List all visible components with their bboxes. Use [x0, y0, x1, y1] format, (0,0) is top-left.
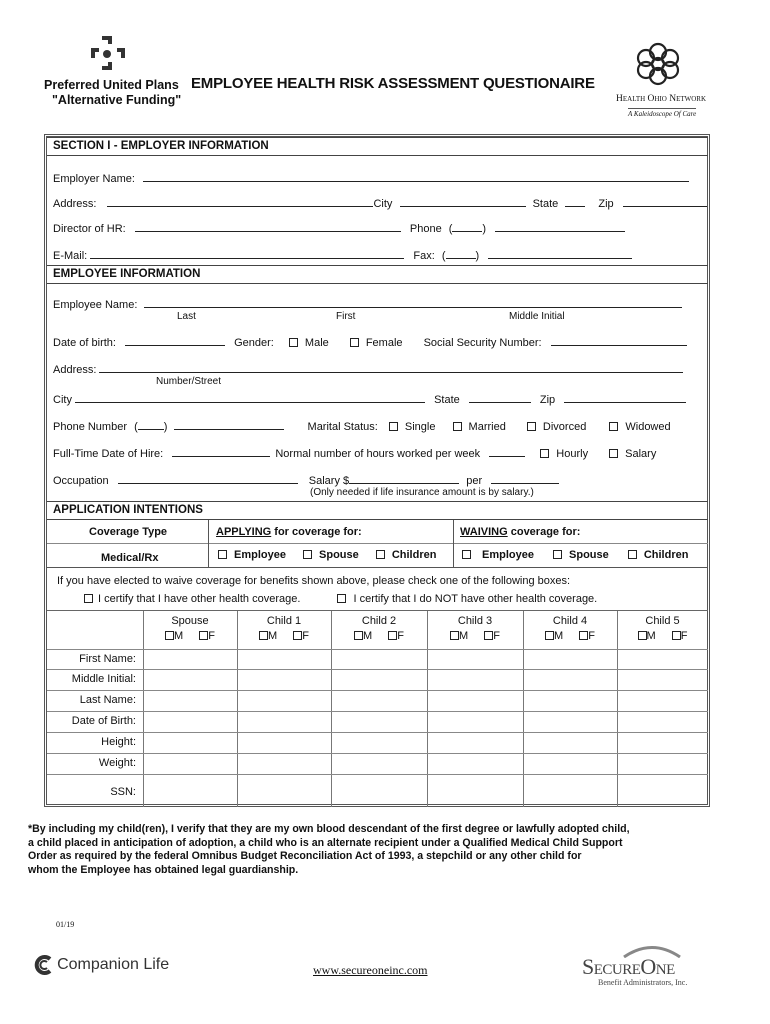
employer-zip-field[interactable] — [623, 196, 707, 207]
companion-life-logo — [32, 954, 169, 976]
employer-state-label: State — [532, 198, 559, 210]
col-child-5-label: Child 5 — [645, 615, 680, 627]
child5-m-label: M — [646, 630, 656, 642]
waive-spouse-label: Spouse — [569, 549, 609, 561]
section-employer-header — [47, 137, 708, 156]
waiving-header-rest: coverage for: — [507, 526, 581, 538]
network-tagline: A Kaleidoscope Of Care — [628, 110, 697, 118]
spouse-f-checkbox[interactable] — [199, 631, 208, 640]
secure-one-sub: Benefit Administrators, Inc. — [598, 978, 688, 987]
disclaimer-line-2: a child placed in anticipation of adoption, a child who is an alternate recipient under a Qualified Medical Child Support — [28, 836, 623, 849]
row-middle-initial: Middle Initial: — [71, 673, 136, 685]
divorced-label: Divorced — [542, 421, 587, 433]
employee-city-row — [53, 392, 686, 406]
apply-children-label: Children — [391, 549, 437, 561]
apply-spouse-checkbox[interactable] — [303, 550, 312, 559]
director-row: Director of HR: Phone ( ) — [53, 221, 625, 235]
hourly-checkbox[interactable] — [540, 449, 549, 458]
section-employer-title: SECTION I - EMPLOYER INFORMATION — [53, 140, 269, 152]
employee-name-row — [53, 297, 682, 311]
employee-city-label: City — [53, 394, 72, 406]
section-employee-header — [47, 265, 708, 284]
occupation-row — [53, 473, 559, 487]
waive-employee-label: Employee — [482, 549, 534, 561]
col-child-2 — [331, 615, 427, 642]
child2-f-label: F — [397, 630, 404, 642]
employee-last-caption: Last — [177, 311, 196, 322]
child4-f-label: F — [588, 630, 595, 642]
section-application-title: APPLICATION INTENTIONS — [53, 504, 203, 516]
phone-marital-row: Phone Number ( ) Marital Status: Single Married Divorced Widowed — [53, 421, 671, 433]
child5-m-checkbox[interactable] — [638, 631, 647, 640]
marital-label: Marital Status: — [307, 421, 378, 433]
employee-zip-field[interactable] — [564, 392, 686, 403]
ssn-label: Social Security Number: — [423, 337, 542, 349]
certify-other-checkbox[interactable] — [84, 594, 93, 603]
director-label: Director of HR: — [53, 223, 126, 235]
col-child-3-label: Child 3 — [457, 615, 493, 627]
widowed-label: Widowed — [625, 421, 671, 433]
male-label: Male — [304, 337, 329, 349]
preferred-united-logo — [44, 34, 182, 114]
dependent-table — [47, 610, 708, 806]
employee-address-label: Address: — [53, 364, 97, 376]
waive-instructions: If you have elected to waive coverage for benefits shown above, please check one of the following boxes: — [57, 575, 571, 587]
child3-f-checkbox[interactable] — [484, 631, 493, 640]
waive-children-label: Children — [643, 549, 689, 561]
certify-options — [84, 593, 597, 605]
employer-state-field[interactable] — [565, 196, 585, 207]
hire-label: Full-Time Date of Hire: — [53, 448, 164, 460]
employer-address-label: Address: — [53, 198, 97, 210]
spouse-m-checkbox[interactable] — [165, 631, 174, 640]
applying-header-rest: for coverage for: — [271, 526, 362, 538]
child2-m-label: M — [363, 630, 373, 642]
child2-m-checkbox[interactable] — [354, 631, 363, 640]
salary-checkbox[interactable] — [609, 449, 618, 458]
companion-swirl-icon — [32, 954, 54, 976]
dob-gender-row — [53, 335, 687, 349]
section-employee-title: EMPLOYEE INFORMATION — [53, 268, 201, 280]
col-child-3 — [427, 615, 523, 642]
female-label: Female — [365, 337, 403, 349]
hire-row — [53, 446, 656, 460]
kaleidoscope-flower-icon — [634, 40, 682, 88]
director-field[interactable] — [135, 221, 401, 232]
employer-fax-field[interactable] — [488, 248, 632, 259]
secure-one-logo — [582, 944, 712, 994]
per-label: per — [466, 475, 483, 487]
child3-m-checkbox[interactable] — [450, 631, 459, 640]
hourly-label: Hourly — [556, 448, 589, 460]
employer-address-row — [53, 196, 707, 210]
employee-phone-label: Phone Number — [53, 421, 127, 433]
col-child-4 — [523, 615, 617, 642]
health-ohio-logo — [610, 40, 710, 120]
waive-employee-checkbox[interactable] — [462, 550, 471, 559]
companion-life-name: Companion Life — [57, 956, 170, 973]
child4-f-checkbox[interactable] — [579, 631, 588, 640]
coverage-table — [47, 520, 708, 568]
certify-not-checkbox[interactable] — [337, 594, 346, 603]
employer-name-label: Employer Name: — [53, 173, 135, 185]
col-spouse-label: Spouse — [171, 615, 209, 627]
married-checkbox[interactable] — [453, 422, 462, 431]
row-height: Height: — [101, 736, 136, 748]
employee-state-field[interactable] — [469, 392, 531, 403]
puzzle-logo-icon — [87, 34, 129, 76]
network-name: Health Ohio Network — [616, 94, 707, 104]
salary-label: Salary — [625, 448, 657, 460]
employer-phone-area-field[interactable] — [452, 221, 482, 232]
widowed-checkbox[interactable] — [609, 422, 618, 431]
page-title: EMPLOYEE HEALTH RISK ASSESSMENT QUESTIONAIRE — [191, 75, 595, 92]
per-field[interactable] — [491, 473, 559, 484]
employer-address-field[interactable] — [107, 196, 373, 207]
employer-phone-label: Phone — [409, 223, 442, 235]
col-child-5 — [617, 615, 708, 642]
form-date: 01/19 — [56, 920, 75, 929]
employee-phone-area-field[interactable] — [138, 419, 164, 430]
disclaimer-line-1: *By including my child(ren), I verify that they are my own blood descendant of the first degree or lawfully adopted child, — [28, 823, 630, 835]
row-date-of-birth: Date of Birth: — [71, 715, 136, 727]
waiving-header — [460, 526, 580, 538]
employer-name-field[interactable] — [143, 171, 689, 182]
col-child-4-label: Child 4 — [552, 615, 588, 627]
child1-m-checkbox[interactable] — [259, 631, 268, 640]
employer-city-field[interactable] — [400, 196, 526, 207]
female-checkbox[interactable] — [350, 338, 359, 347]
disclaimer — [28, 823, 630, 877]
waiving-options — [462, 549, 688, 561]
secure-one-name: SecureOne — [582, 954, 675, 979]
employer-phone-field[interactable] — [495, 221, 625, 232]
col-child-2-label: Child 2 — [361, 615, 397, 627]
apply-employee-checkbox[interactable] — [218, 550, 227, 559]
employee-address-field[interactable] — [99, 362, 683, 373]
employee-state-label: State — [434, 394, 460, 406]
employer-zip-label: Zip — [598, 198, 614, 210]
spouse-m-label: M — [174, 630, 184, 642]
section-application-header — [47, 501, 708, 520]
child3-m-label: M — [459, 630, 469, 642]
occupation-label: Occupation — [53, 475, 109, 487]
applying-header — [216, 526, 362, 538]
married-label: Married — [468, 421, 506, 433]
employer-city-label: City — [373, 198, 393, 210]
col-child-1 — [237, 615, 331, 642]
applying-header-underlined: APPLYING — [216, 526, 272, 538]
hours-field[interactable] — [489, 446, 525, 457]
medical-rx-label: Medical/Rx — [101, 552, 159, 564]
coverage-type-header: Coverage Type — [89, 526, 168, 538]
hire-field[interactable] — [172, 446, 270, 457]
employer-fax-area-field[interactable] — [446, 248, 476, 259]
child5-f-label: F — [680, 630, 688, 642]
employee-first-caption: First — [336, 311, 356, 322]
apply-spouse-label: Spouse — [319, 549, 359, 561]
row-weight: Weight: — [98, 757, 136, 769]
dob-label: Date of birth: — [53, 337, 116, 349]
apply-children-checkbox[interactable] — [376, 550, 385, 559]
male-checkbox[interactable] — [289, 338, 298, 347]
employer-fax-label: Fax: — [413, 250, 435, 262]
salary-note: (Only needed if life insurance amount is by salary.) — [310, 487, 534, 498]
employee-phone-field[interactable] — [174, 419, 284, 430]
salary-amount-field[interactable] — [349, 473, 459, 484]
employee-name-label: Employee Name: — [53, 299, 138, 311]
employee-address-row — [53, 362, 683, 376]
waive-children-checkbox[interactable] — [628, 550, 637, 559]
child1-f-label: F — [302, 630, 309, 642]
email-row: E-Mail: Fax: ( ) — [53, 248, 632, 262]
employee-middle-caption: Middle Initial — [509, 311, 565, 322]
child1-f-checkbox[interactable] — [293, 631, 302, 640]
employee-name-field[interactable] — [144, 297, 682, 308]
applying-options — [218, 549, 436, 561]
employer-name-row — [53, 171, 689, 185]
occupation-field[interactable] — [118, 473, 298, 484]
child2-f-checkbox[interactable] — [388, 631, 397, 640]
employee-zip-label: Zip — [539, 394, 556, 406]
certify-not-label: I certify that I do NOT have other health coverage. — [353, 593, 598, 605]
brand-name: Preferred United Plans — [44, 78, 179, 92]
single-checkbox[interactable] — [389, 422, 398, 431]
child4-m-checkbox[interactable] — [545, 631, 554, 640]
employee-city-field[interactable] — [75, 392, 425, 403]
row-first-name: First Name: — [79, 653, 136, 665]
hours-label: Normal number of hours worked per week — [275, 448, 481, 460]
child4-m-label: M — [554, 630, 564, 642]
website-link[interactable]: www.secureoneinc.com — [313, 963, 428, 977]
ssn-field[interactable] — [551, 335, 687, 346]
child3-f-label: F — [493, 630, 500, 642]
gender-label: Gender: — [234, 337, 274, 349]
child5-f-checkbox[interactable] — [672, 631, 681, 640]
divorced-checkbox[interactable] — [527, 422, 536, 431]
waiving-header-underlined: WAIVING — [460, 526, 508, 538]
single-label: Single — [404, 421, 436, 433]
spouse-f-label: F — [208, 630, 215, 642]
row-ssn: SSN: — [110, 786, 136, 798]
disclaimer-line-4: whom the Employee has obtained legal guardianship. — [28, 863, 299, 876]
row-last-name: Last Name: — [79, 694, 136, 706]
col-child-1-label: Child 1 — [266, 615, 302, 627]
brand-subtitle: "Alternative Funding" — [52, 93, 182, 107]
dob-field[interactable] — [125, 335, 225, 346]
salary-amount-label: Salary $ — [308, 475, 350, 487]
waive-spouse-checkbox[interactable] — [553, 550, 562, 559]
number-street-caption: Number/Street — [156, 376, 222, 387]
col-spouse — [143, 615, 237, 642]
employer-email-label: E-Mail: — [53, 250, 88, 262]
employer-email-field[interactable] — [90, 248, 404, 259]
apply-employee-label: Employee — [234, 549, 286, 561]
child1-m-label: M — [268, 630, 278, 642]
disclaimer-line-3: Order as required by the federal Omnibus Budget Reconciliation Act of 1993, a stepchild or any other child for — [28, 850, 582, 862]
certify-other-label: I certify that I have other health coverage. — [98, 593, 301, 605]
